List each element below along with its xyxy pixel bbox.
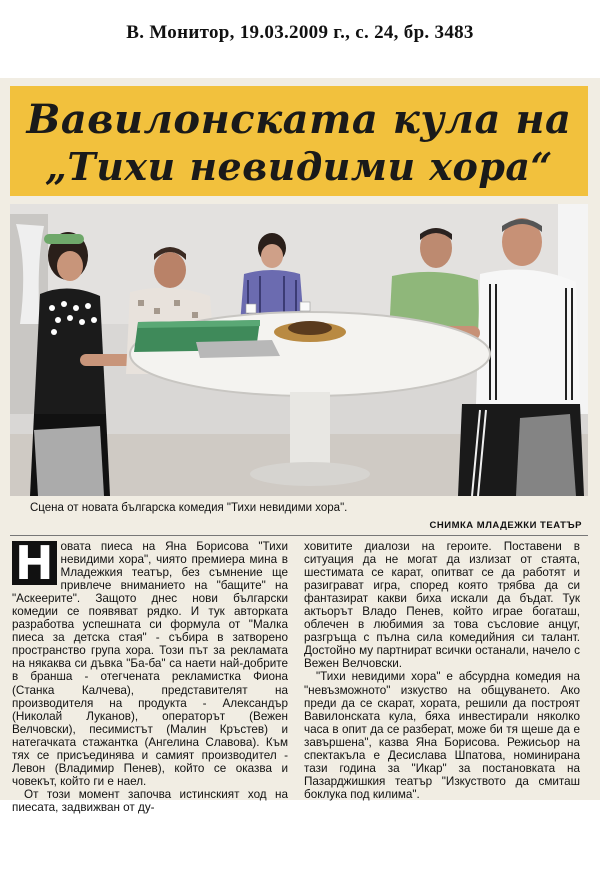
- scene-photo-illustration: [10, 204, 588, 496]
- paragraph-1-text: овата пиеса на Яна Борисова "Тихи невидими хора", чиято премиера мина в Младежкия театър, без съмнение ще привлече вниманието на "бащите" на "Аскеерите". Защото днес нови български комедии се появяват рядко. И тук авторката разработва успешната си формула от "Малка пиеса за детска стая" - събира в затворено пространство група хора. Този път за рекламата на някаква си дъвка "Ба-ба" са наети най-добрите в бранша - отегчената рекламистка Фиона (Станка Калчева), представителят на производителя на продукта - Александър (Николай Луканов), операторът (Вежен Велчовски), песимистът (Малин Кръстев) и натегачката стажантка (Ангелина Славова). Към тях се присъединява и самият производител - Левон (Владимир Пенев), който се оказва и човекът, който ги е наел.: [12, 540, 288, 788]
- headline-line-1: Вавилонската кула на: [26, 96, 572, 143]
- drop-cap: Н: [12, 541, 57, 585]
- newspaper-clipping: [0, 78, 600, 814]
- caption-divider: [10, 535, 588, 536]
- paragraph-4: "Тихи невидими хора" е абсурдна комедия на "невъзможното" изкуство на общуването. Ако преди да се скарат, хората, решили да построят Вавилонската кула, бяха инвестирали няколко часа в опит да се разберат, може би тя щеше да е завършена", казва Яна Борисова. Режисьор на спектакъла е Десислава Шпатова, номинирана тази година за "Икар" за постановката на Пазарджишкия театър "Изкуството да смиташ боклука под килима".: [304, 670, 580, 801]
- source-citation: В. Монитор, 19.03.2009 г., с. 24, бр. 3483: [126, 22, 474, 43]
- article-body: [12, 536, 590, 814]
- headline-line-2: „Тихи невидими хора“: [45, 144, 553, 189]
- photo-credit: СНИМКА МЛАДЕЖКИ ТЕАТЪР: [429, 520, 582, 531]
- paragraph-3: ховитите диалози на героите. Поставени в ситуация да не могат да излизат от стаята, шестимата се карат, опитват се да работят и разиграват игра, според която трябва да си фантазират какви биха искали да бъдат. Тук актьорът Владо Пенев, който играе богаташ, облечен в любимия за това съсловие анцуг, разгръща с пълна сила комедийния си талант. Достойно му партнират всички останали, начело с Вежен Велчовски.: [304, 540, 580, 671]
- paragraph-2: От този момент започва истинският ход на пиесата, задвижван от ду-: [12, 787, 288, 814]
- photo-caption: Сцена от новата българска комедия "Тихи невидими хора".: [30, 502, 348, 514]
- article-column-1: [12, 536, 288, 878]
- headline-band: [10, 86, 588, 196]
- article-column-2: [304, 540, 580, 878]
- scene-photo: [10, 204, 588, 496]
- paragraph-1: [12, 536, 288, 788]
